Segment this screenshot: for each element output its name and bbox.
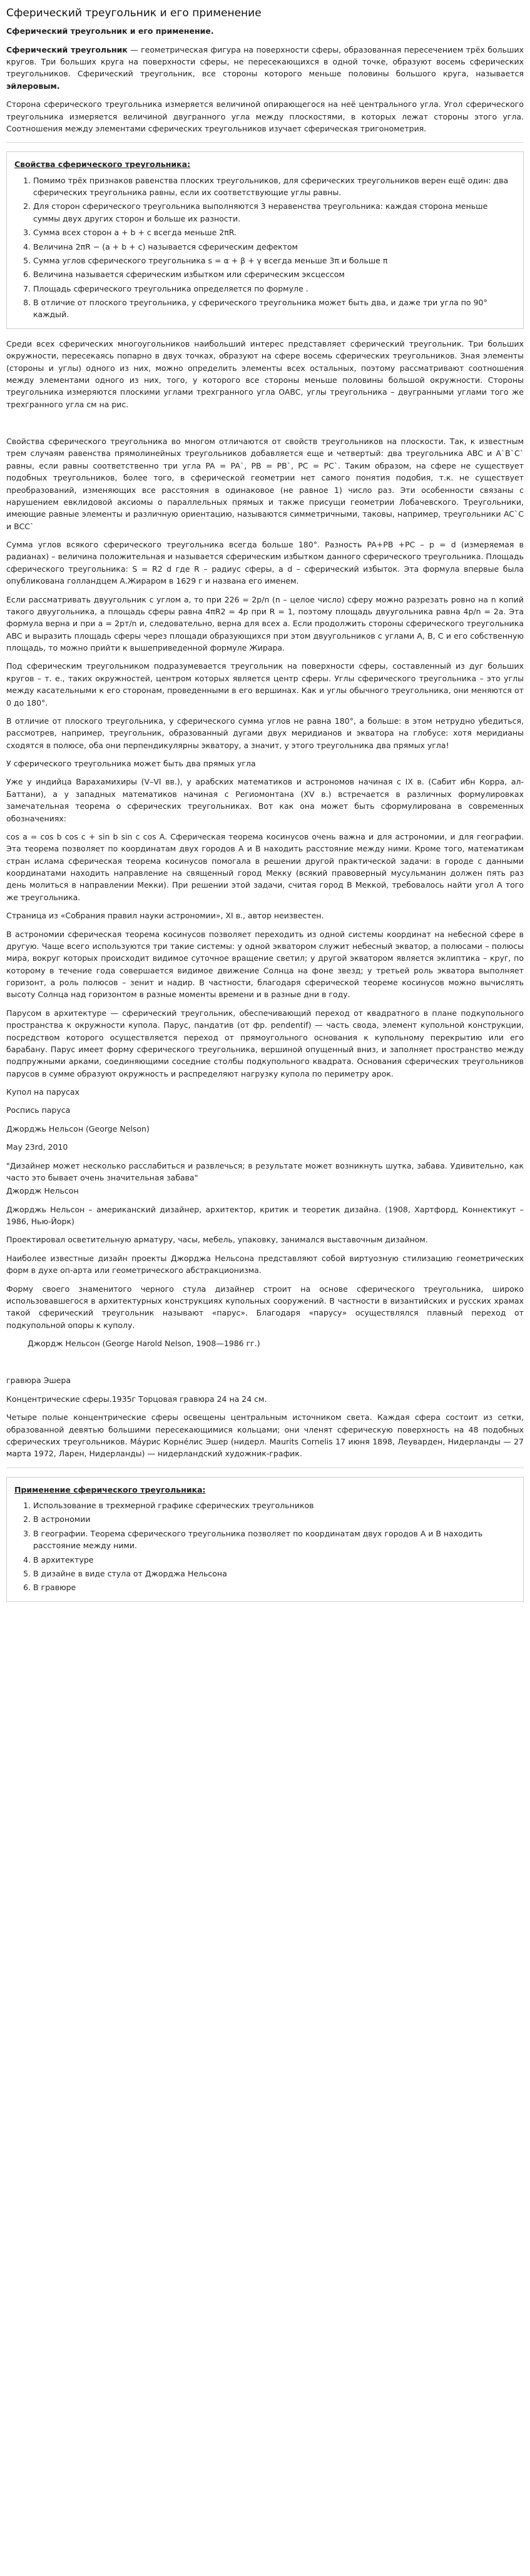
definition-paragraph: Под сферическим треугольником подразумевается треугольник на поверхности сферы, составленный из дуг больших кругов – т. е., таких окружностей, центром которых является центр сферы. Углы сферического треугольника – это углы между касательными к его сторонам, проведенными в его вершинах. Как и углы обычного треугольника, они меняются от 0 до 180°.: [6, 661, 524, 707]
chair-form-paragraph: Форму своего знаменитого черного стула дизайнер строит на основе сферического треугольника, широко использовавшегося в архитектурных конструкциях купольных сооружений. В частности в византийских и русских храмах такой сферический треугольник называют «парус». Благодаря «парусу» осуществлялся плавный переход от подкупольной опоры к куполу.: [6, 1284, 524, 1330]
application-item: 2. В астрономии: [33, 1513, 516, 1525]
application-item: 5. В дизайне в виде стула от Джорджа Нельсона: [33, 1568, 516, 1580]
divider: [6, 142, 524, 143]
intro-text: — геометрическая фигура на поверхности сферы, образованная пересечением трёх больших кругов. Три больших круга на поверхности сферы, не пересекающихся в одной точке, образуют восемь сферических треугольников. Сферический треугольник, все стороны которого меньше половины большого круга, называется: [6, 44, 524, 79]
intro-lead-term: Сферический треугольник: [6, 44, 128, 54]
properties-list: [14, 175, 516, 321]
history-paragraph: Уже у индийца Варахамихиры (V–VI вв.), у арабских математиков и астрономов начиная с IX в. (Сабит ибн Корра, ал-Баттани), а у западных математиков начиная с Региомонтана (XV в.) встречается в различных формулировках замечательная теорема о сферических треугольниках. Вот как она может быть сформулирована в современных обозначениях:: [6, 777, 524, 823]
escher-caption: гравюра Эшера: [6, 1376, 71, 1386]
post-date: May 23rd, 2010: [6, 1142, 68, 1152]
painting-caption: Роспись паруса: [6, 1105, 71, 1115]
properties-box: [6, 151, 524, 329]
properties-long-paragraph: Свойства сферического треугольника во многом отличаются от свойств треугольников на плоскости. Так, к известным трем случаям равенства прямолинейных треугольников добавляется еще и четвертый: два треугольника ABC и A`B`C` равны, если равны соответственно три угла PA = PA`, PB = PB`, PC = PC`. Таким образом, на сфере не существует подобных треугольников, более того, в сферической геометрии нет самого понятия подобия, т.к. не существует преобразований, изменяющих все расстояния в одинаковое (не равное 1) число раз. Эти особенности связаны с нарушением евклидовой аксиомы о параллельных прямых и также присущи геометрии Лобачевского. Треугольники, имеющие равные элементы и различную ориентацию, называются симметричными, таковы, например, треугольники AC`C и BCC`: [6, 437, 524, 531]
angles-paragraph: Сторона сферического треугольника измеряется величиной опирающегося на неё центрального угла. Угол сферического треугольника измеряется величиной двугранного угла между плоскостями, в которых лежат стороны этого угла. Соотношения между элементами сферических треугольников изучает сферическая тригонометрия.: [6, 99, 524, 133]
sail-paragraph: Парусом в архитектуре — сферический треугольник, обеспечивающий переход от квадратного в плане подкупольного пространства к окружности купола. Парус, пандатив (от фр. pendentif) — часть свода, элемент купольной конструкции, посредством которого осуществляется переход от прямоугольного основания к купольному перекрытию или его барабану. Парус имеет форму сферического треугольника, вершиной опущенный вниз, и заполняет пространство между подпружными арками, соединяющими соседние столбы подкупольного квадрата. Основания сферических треугольников парусов в сумме образуют окружность и распределяют нагрузку купола по периметру арок.: [6, 1008, 524, 1078]
digon-paragraph: Если рассматривать двуугольник с углом a, то при 226 = 2p/n (n – целое число) сферу можно разрезать ровно на n копий такого двуугольника, а площадь сферы равна 4πR2 = 4p при R = 1, поэтому площадь двуугольника равна 4p/n = 2a. Эта формула верна и при a = 2pт/n и, следовательно, верна для всех a. Если продолжить стороны сферического треугольника ABC и выразить площадь сферы через площади образующихся при этом двуугольников с углами A, B, C и его собственную площадь, то можно прийти к вышеприведенной формуле Жирара.: [6, 594, 524, 653]
applications-box: [6, 1477, 524, 1602]
page-title: Сферический треугольник и его применение: [6, 7, 262, 19]
application-item: 1. Использование в трехмерной графике сферических треугольников: [33, 1499, 516, 1511]
intro-euler-term: эйлеровым.: [6, 81, 60, 91]
bio-paragraph: Джорджь Нельсон – американский дизайнер, архитектор, критик и теоретик дизайна. (1908, Хартфорд, Коннектикут – 1986, Нью-Йорк): [6, 1204, 524, 1227]
image-gap: [6, 417, 524, 435]
application-item: 4. В архитектуре: [33, 1554, 516, 1566]
concentric-caption: Концентрические сферы.1935г Торцовая гравюра 24 на 24 см.: [6, 1394, 267, 1404]
astronomy-paragraph: В астрономии сферическая теорема косинусов позволяет переходить из одной системы координат на небесной сфере в другую. Чаще всего используются три такие системы: у одной экватором служит небесный экватор, а полюсами – полюсы мира, вокруг которых происходит видимое суточное вращение светил; у другой экватором является эклиптика – круг, по которому в течение года совершается видимое движение Солнца на фоне звезд; у третьей роль экватора выполняет горизонт, а роль полюсов – зенит и надир. В частности, благодаря сферической теореме косинусов можно вычислять высоту Солнца над горизонтом в разные моменты времени и в разные дни в году.: [6, 929, 524, 1000]
most-interesting-paragraph: Среди всех сферических многоугольников наибольший интерес представляет сферический треугольник. Три больших окружности, пересекаясь попарно в двух точках, образуют на сфере восемь сферических треугольников. Зная элементы (стороны и углы) одного из них, можно определить элементы всех остальных, поэтому рассматривают соотношения между элементами одного из них, того, у которого все стороны меньше половины большой окружности. Стороны треугольника измеряются плоскими углами трехгранного угла OABC, углы треугольника – двугранными углами того же трехгранного угла см на рис.: [6, 338, 524, 409]
cosine-theorem-paragraph: cos a = cos b cos c + sin b sin c cos A. Сферическая теорема косинусов очень важна и для астрономии, и для географии. Эта теорема позволяет по координатам двух городов A и B находить расстояние между ними. Кроме того, математикам стран ислама сферическая теорема косинусов помогала в решении другой практической задачи: в городе с данными координатами находить направление на священный город Мекку (всякий правоверный мусульманин должен пять раз день молиться в направлении Мекки). При решении этой задачи, считая город B Меккой, требовалось найти угол A того же треугольника.: [6, 831, 524, 902]
applications-title: Применение сферического треугольника:: [14, 1484, 206, 1494]
nelson-full-name: Джордж Нельсон (George Harold Nelson, 1908—1986 гг.): [28, 1339, 260, 1349]
property-item: 3. Сумма всех сторон a + b + c всегда меньше 2πR.: [33, 226, 516, 238]
nelson-heading: Джорджь Нельсон (George Nelson): [6, 1123, 150, 1133]
two-right-angles-caption: У сферического треугольника может быть два прямых угла: [6, 759, 256, 769]
works-paragraph: Наиболее известные дизайн проекты Джорджа Нельсона представляют собой виртуозную стилизацию геометрических форм в духе оп-арта или геометрического абстракционизма.: [6, 1253, 524, 1275]
applications-list: [14, 1499, 516, 1594]
dome-caption: Купол на парусах: [6, 1087, 79, 1097]
property-item: 7. Площадь сферического треугольника определяется по формуле .: [33, 283, 516, 295]
intro-paragraph: [6, 44, 524, 93]
quote-author: Джордж Нельсон: [6, 1186, 79, 1196]
property-item: 5. Сумма углов сферического треугольника s = α + β + γ всегда меньше 3π и больше π: [33, 255, 516, 266]
properties-title: Свойства сферического треугольника:: [14, 160, 191, 170]
nelson-quote: "Дизайнер может несколько расслабиться и развлечься; в результате может возникнуть шутка, забава. Удивительно, как часто это бывает очень значительная забава": [6, 1160, 524, 1182]
designed-paragraph: Проектировал осветительную арматуру, часы, мебель, упаковку, занимался выставочным дизайном.: [6, 1235, 428, 1245]
application-item: 6. В гравюре: [33, 1581, 516, 1593]
image-gap: [6, 1356, 524, 1374]
application-item: 3. В географии. Теорема сферического треугольника позволяет по координатам двух городов A и B находить расстояние между ними.: [33, 1528, 516, 1552]
difference-paragraph: В отличие от плоского треугольника, у сферического сумма углов не равна 180°, а больше: в этом нетрудно убедиться, рассмотрев, например, треугольник, образованный дугами двух меридианов и экватора на глобусе: хотя меридианы сходятся в полюсе, оба они перпендикулярны экватору, а значит, у этого треугольника два прямых угла!: [6, 716, 524, 750]
escher-paragraph: Четыре полые концентрические сферы освещены центральным источником света. Каждая сфера состоит из сетки, образованной девятью большими пересекающимися кольцами; они членят сферическую поверхность на 48 подобных сферических треугольников. Мáурис Корнéлис Эшер (нидерл. Maurits Cornelis 17 июня 1898, Леуварден, Нидерланды — 27 марта 1972, Ларен, Нидерланды) — нидерландский художник-график.: [6, 1412, 524, 1459]
property-item: 4. Величина 2πR − (a + b + c) называется сферическим дефектом: [33, 241, 516, 253]
property-item: 1. Помимо трёх признаков равенства плоских треугольников, для сферических треугольников верен ещё один: два сферических треугольника равны, если их соответствующие углы равны.: [33, 175, 516, 199]
property-item: 6. Величина называется сферическим избытком или сферическим эксцессом: [33, 268, 516, 280]
source-caption: Страница из «Собрания правил науки астрономии», XI в., автор неизвестен.: [6, 911, 324, 921]
sum-angles-paragraph: Сумма углов всякого сферического треугольника всегда больше 180°. Разность PA+PB +PC – p = d (измеряемая в радианах) – величина положительная и называется сферическим избытком данного сферического треугольника. Площадь сферического треугольника: S = R2 d где R – радиус сферы, а d – сферический избыток. Эта формула впервые была опубликована голландцем А.Жираром в 1629 г и названа его именем.: [6, 540, 524, 586]
property-item: 8. В отличие от плоского треугольника, у сферического треугольника может быть два, и даже три угла по 90° каждый.: [33, 297, 516, 321]
property-item: 2. Для сторон сферического треугольника выполняются 3 неравенства треугольника: каждая сторона меньше суммы двух других сторон и больше их разности.: [33, 200, 516, 225]
page-subtitle: Сферический треугольник и его применение.: [6, 26, 214, 36]
